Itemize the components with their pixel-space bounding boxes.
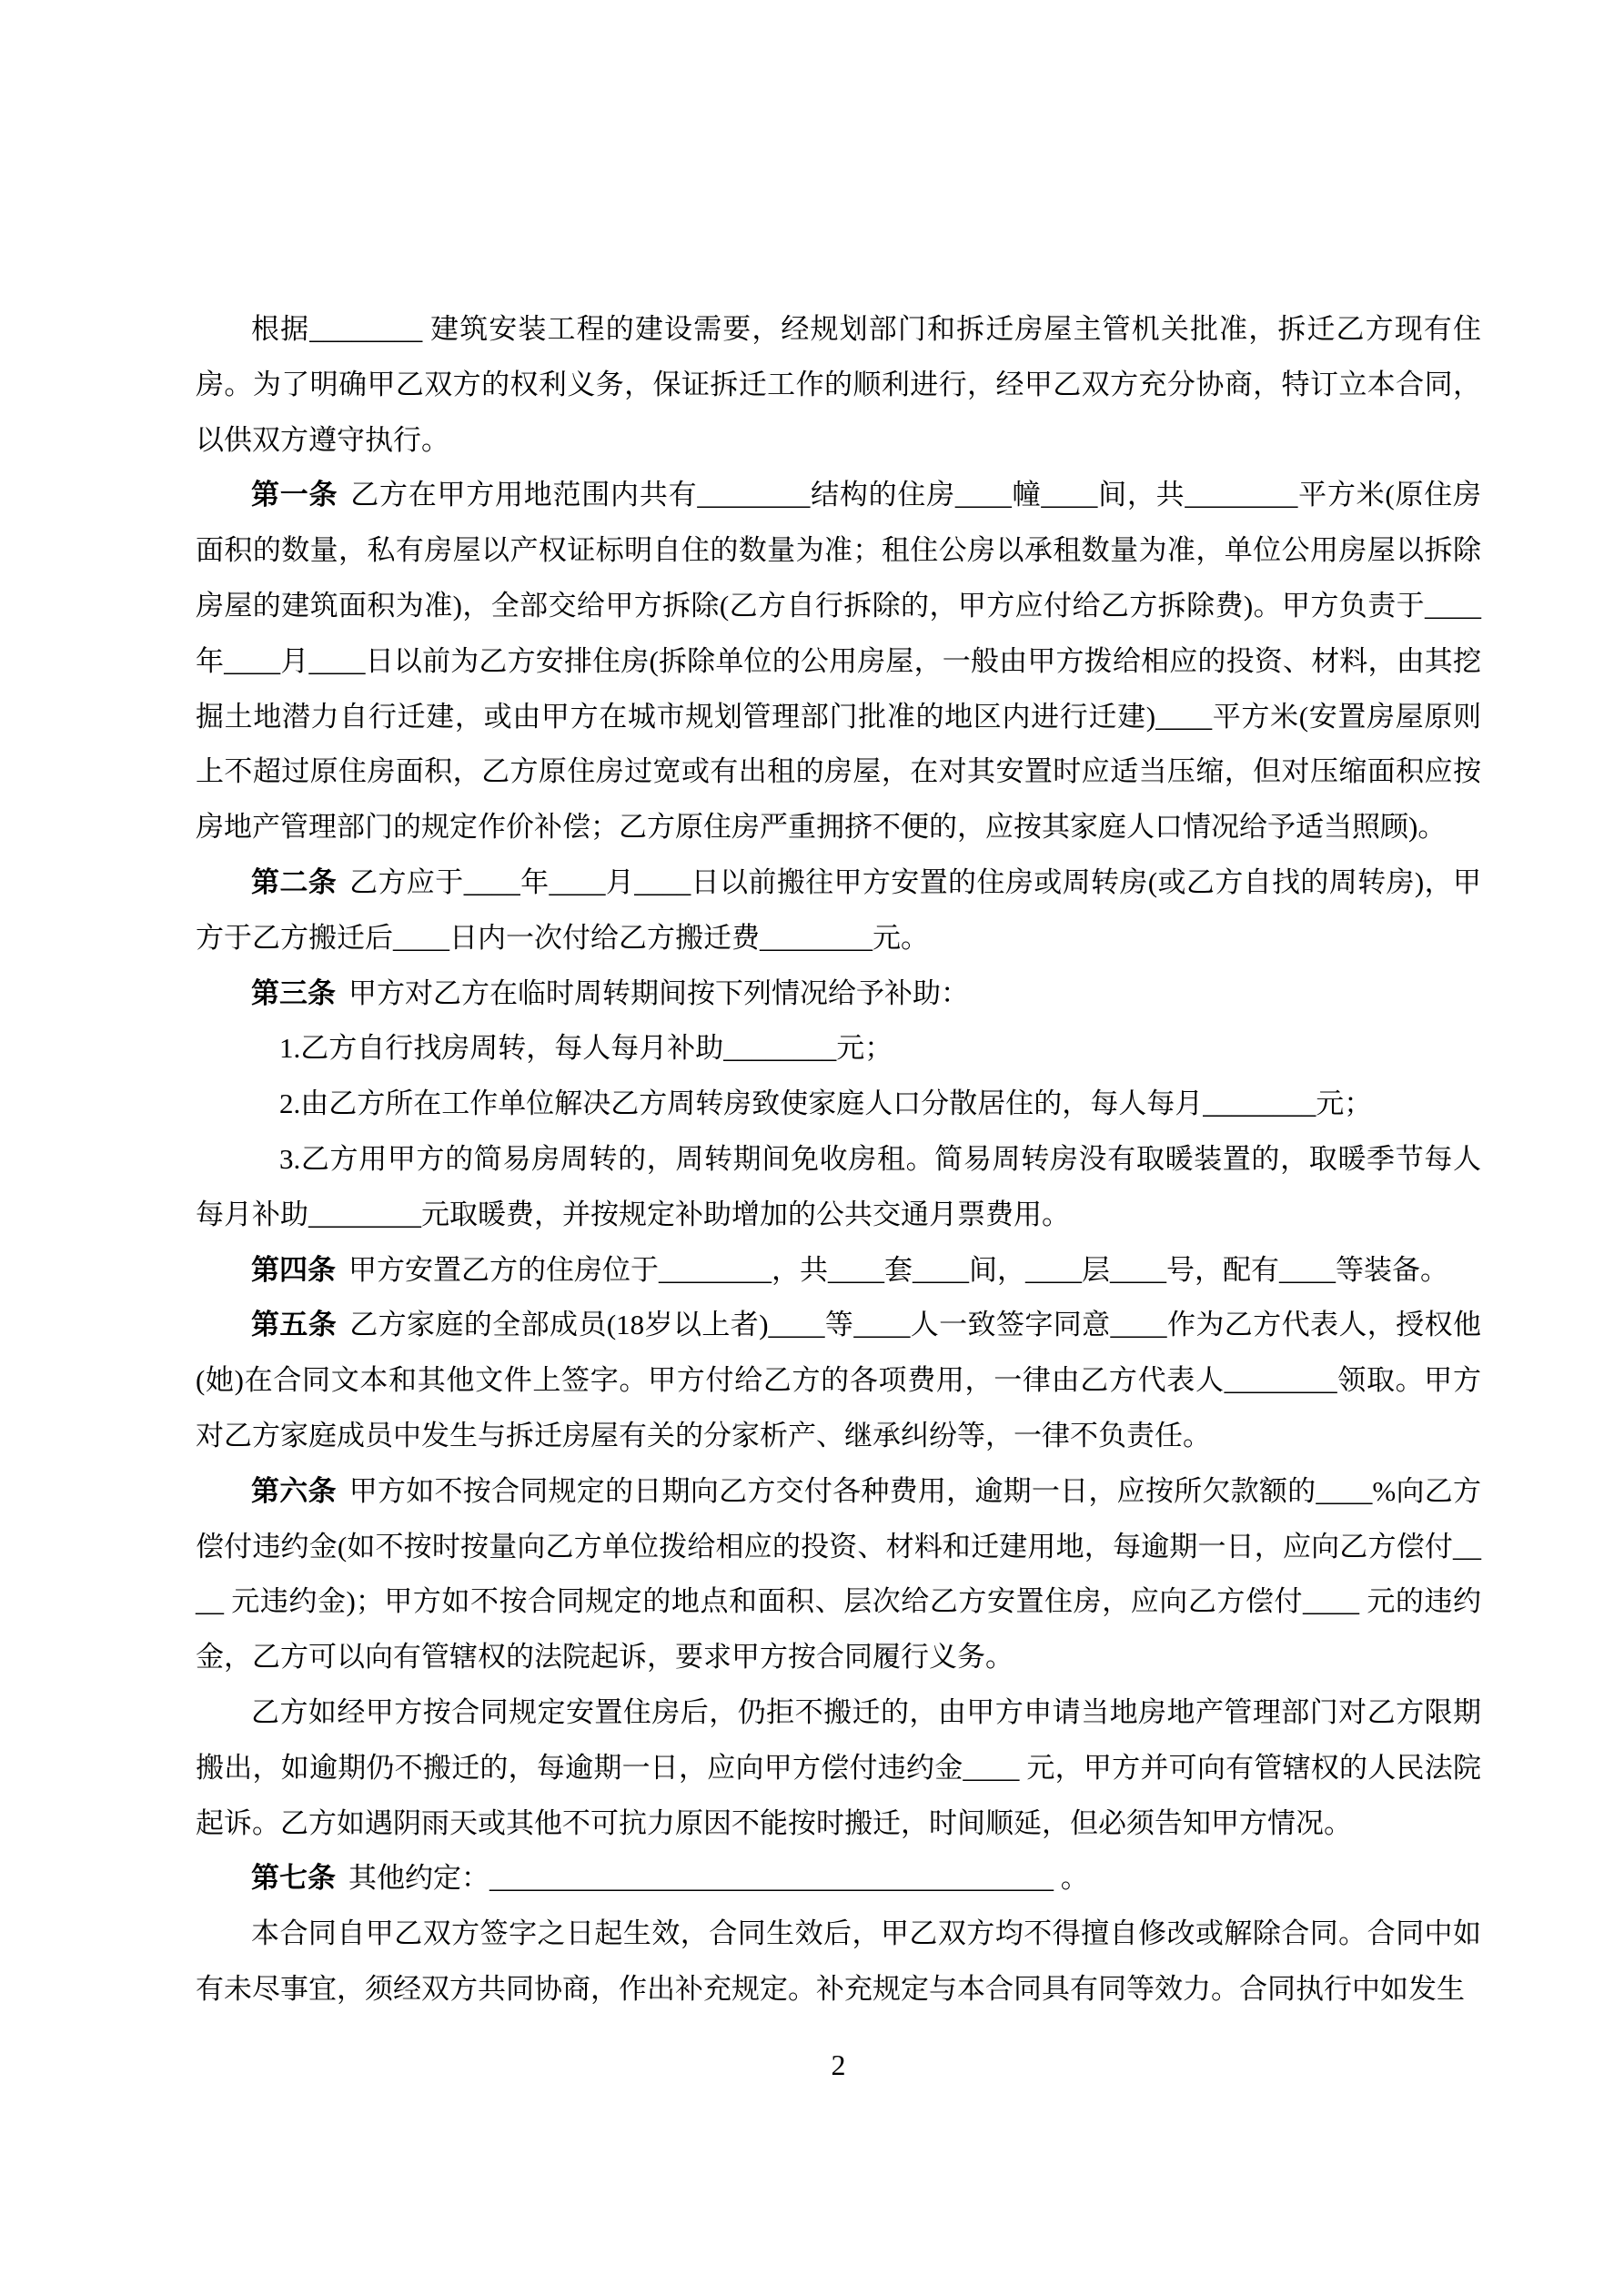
clause-number: 第四条: [251, 1253, 336, 1286]
paragraph-text: 3.乙方用甲方的简易房周转的，周转期间免收房租。简易周转房没有取暖装置的，取暖季节每人每月补助________元取暖费，并按规定补助增加的公共交通月票费用。: [196, 1142, 1481, 1230]
clause-number: 第五条: [251, 1309, 338, 1341]
clause-number: 第六条: [251, 1474, 337, 1507]
contract-clause-7: [196, 1851, 1481, 1907]
contract-clause-6: [196, 1464, 1481, 1685]
clause-number: 第一条: [251, 479, 338, 511]
paragraph-text: 乙方应于____年____月____日以前搬往甲方安置的住房或周转房(或乙方自找的周转房)，甲方于乙方搬迁后____日内一次付给乙方搬迁费________元。: [196, 865, 1481, 954]
paragraph-text: 乙方在甲方用地范围内共有________结构的住房____幢____间，共________平方米(原住房面积的数量，私有房屋以产权证标明自住的数量为准；租住公房以承租数量为准，单位公用房屋以拆除房屋的建筑面积为准)，全部交给甲方拆除(乙方自行拆除的，甲方应付给乙方拆除费)。甲方负责于____年____月____日以前为乙方安排住房(拆除单位的公用房屋，一般由甲方拨给相应的投资、材料，由其挖掘土地潜力自行迁建，或由甲方在城市规划管理部门批准的地区内进行迁建)____平方米(安置房屋原则上不超过原住房面积，乙方原住房过宽或有出租的房屋，在对其安置时应适当压缩，但对压缩面积应按房地产管理部门的规定作价补偿；乙方原住房严重拥挤不便的，应按其家庭人口情况给予适当照顾)。: [196, 479, 1481, 844]
contract-clause-3: [196, 966, 1481, 1022]
paragraph-text: 甲方如不按合同规定的日期向乙方交付各种费用，逾期一日，应按所欠款额的____%向乙方偿付违约金(如不按时按量向乙方单位拨给相应的投资、材料和迁建用地，每逾期一日，应向乙方偿付____ 元违约金)；甲方如不按合同规定的地点和面积、层次给乙方安置住房，应向乙方偿付____ 元的违约金，乙方可以向有管辖权的法院起诉，要求甲方按合同履行义务。: [196, 1474, 1481, 1674]
clause-3-item-2: [196, 1077, 1481, 1132]
clause-number: 第二条: [251, 865, 338, 898]
contract-clause-4: [196, 1243, 1481, 1299]
paragraph-text: 2.由乙方所在工作单位解决乙方周转房致使家庭人口分散居住的，每人每月________元；: [279, 1087, 1373, 1120]
contract-paragraph-breach: [196, 1685, 1481, 1851]
contract-clause-5: [196, 1298, 1481, 1463]
paragraph-text: 甲方安置乙方的住房位于________，共____套____间，____层____号，配有____等装备。: [348, 1253, 1448, 1286]
contract-clause-2: [196, 855, 1481, 966]
paragraph-text: 1.乙方自行找房周转，每人每月补助________元；: [279, 1032, 893, 1065]
contract-body: [196, 302, 1481, 2018]
paragraph-text: 本合同自甲乙双方签字之日起生效，合同生效后，甲乙双方均不得擅自修改或解除合同。合同中如有未尽事宜，须经双方共同协商，作出补充规定。补充规定与本合同具有同等效力。合同执行中如发生: [196, 1917, 1481, 2005]
clause-3-item-1: [196, 1021, 1481, 1077]
paragraph-text: 乙方如经甲方按合同规定安置住房后，仍拒不搬迁的，由甲方申请当地房地产管理部门对乙方限期搬出，如逾期仍不搬迁的，每逾期一日，应向甲方偿付违约金____ 元，甲方并可向有管辖权的人民法院起诉。乙方如遇阴雨天或其他不可抗力原因不能按时搬迁，时间顺延，但必须告知甲方情况。: [196, 1695, 1481, 1839]
contract-paragraph-effectiveness: [196, 1907, 1481, 2018]
clause-number: 第三条: [251, 976, 336, 1009]
contract-clause-1: [196, 468, 1481, 855]
clause-3-item-3: [196, 1132, 1481, 1243]
paragraph-text: 乙方家庭的全部成员(18岁以上者)____等____人一致签字同意____作为乙方代表人，授权他(她)在合同文本和其他文件上签字。甲方付给乙方的各项费用，一律由乙方代表人________领取。甲方对乙方家庭成员中发生与拆迁房屋有关的分家析产、继承纠纷等，一律不负责任。: [196, 1309, 1481, 1451]
page-number: 2: [831, 2048, 846, 2081]
contract-paragraph-intro: [196, 302, 1481, 468]
paragraph-text: 其他约定：________________________________________ 。: [348, 1862, 1089, 1895]
paragraph-text: 甲方对乙方在临时周转期间按下列情况给予补助：: [348, 976, 969, 1009]
paragraph-text: 根据________ 建筑安装工程的建设需要，经规划部门和拆迁房屋主管机关批准，拆迁乙方现有住房。为了明确甲乙双方的权利义务，保证拆迁工作的顺利进行，经甲乙双方充分协商，特订立本合同，以供双方遵守执行。: [196, 313, 1481, 456]
clause-number: 第七条: [251, 1862, 336, 1895]
